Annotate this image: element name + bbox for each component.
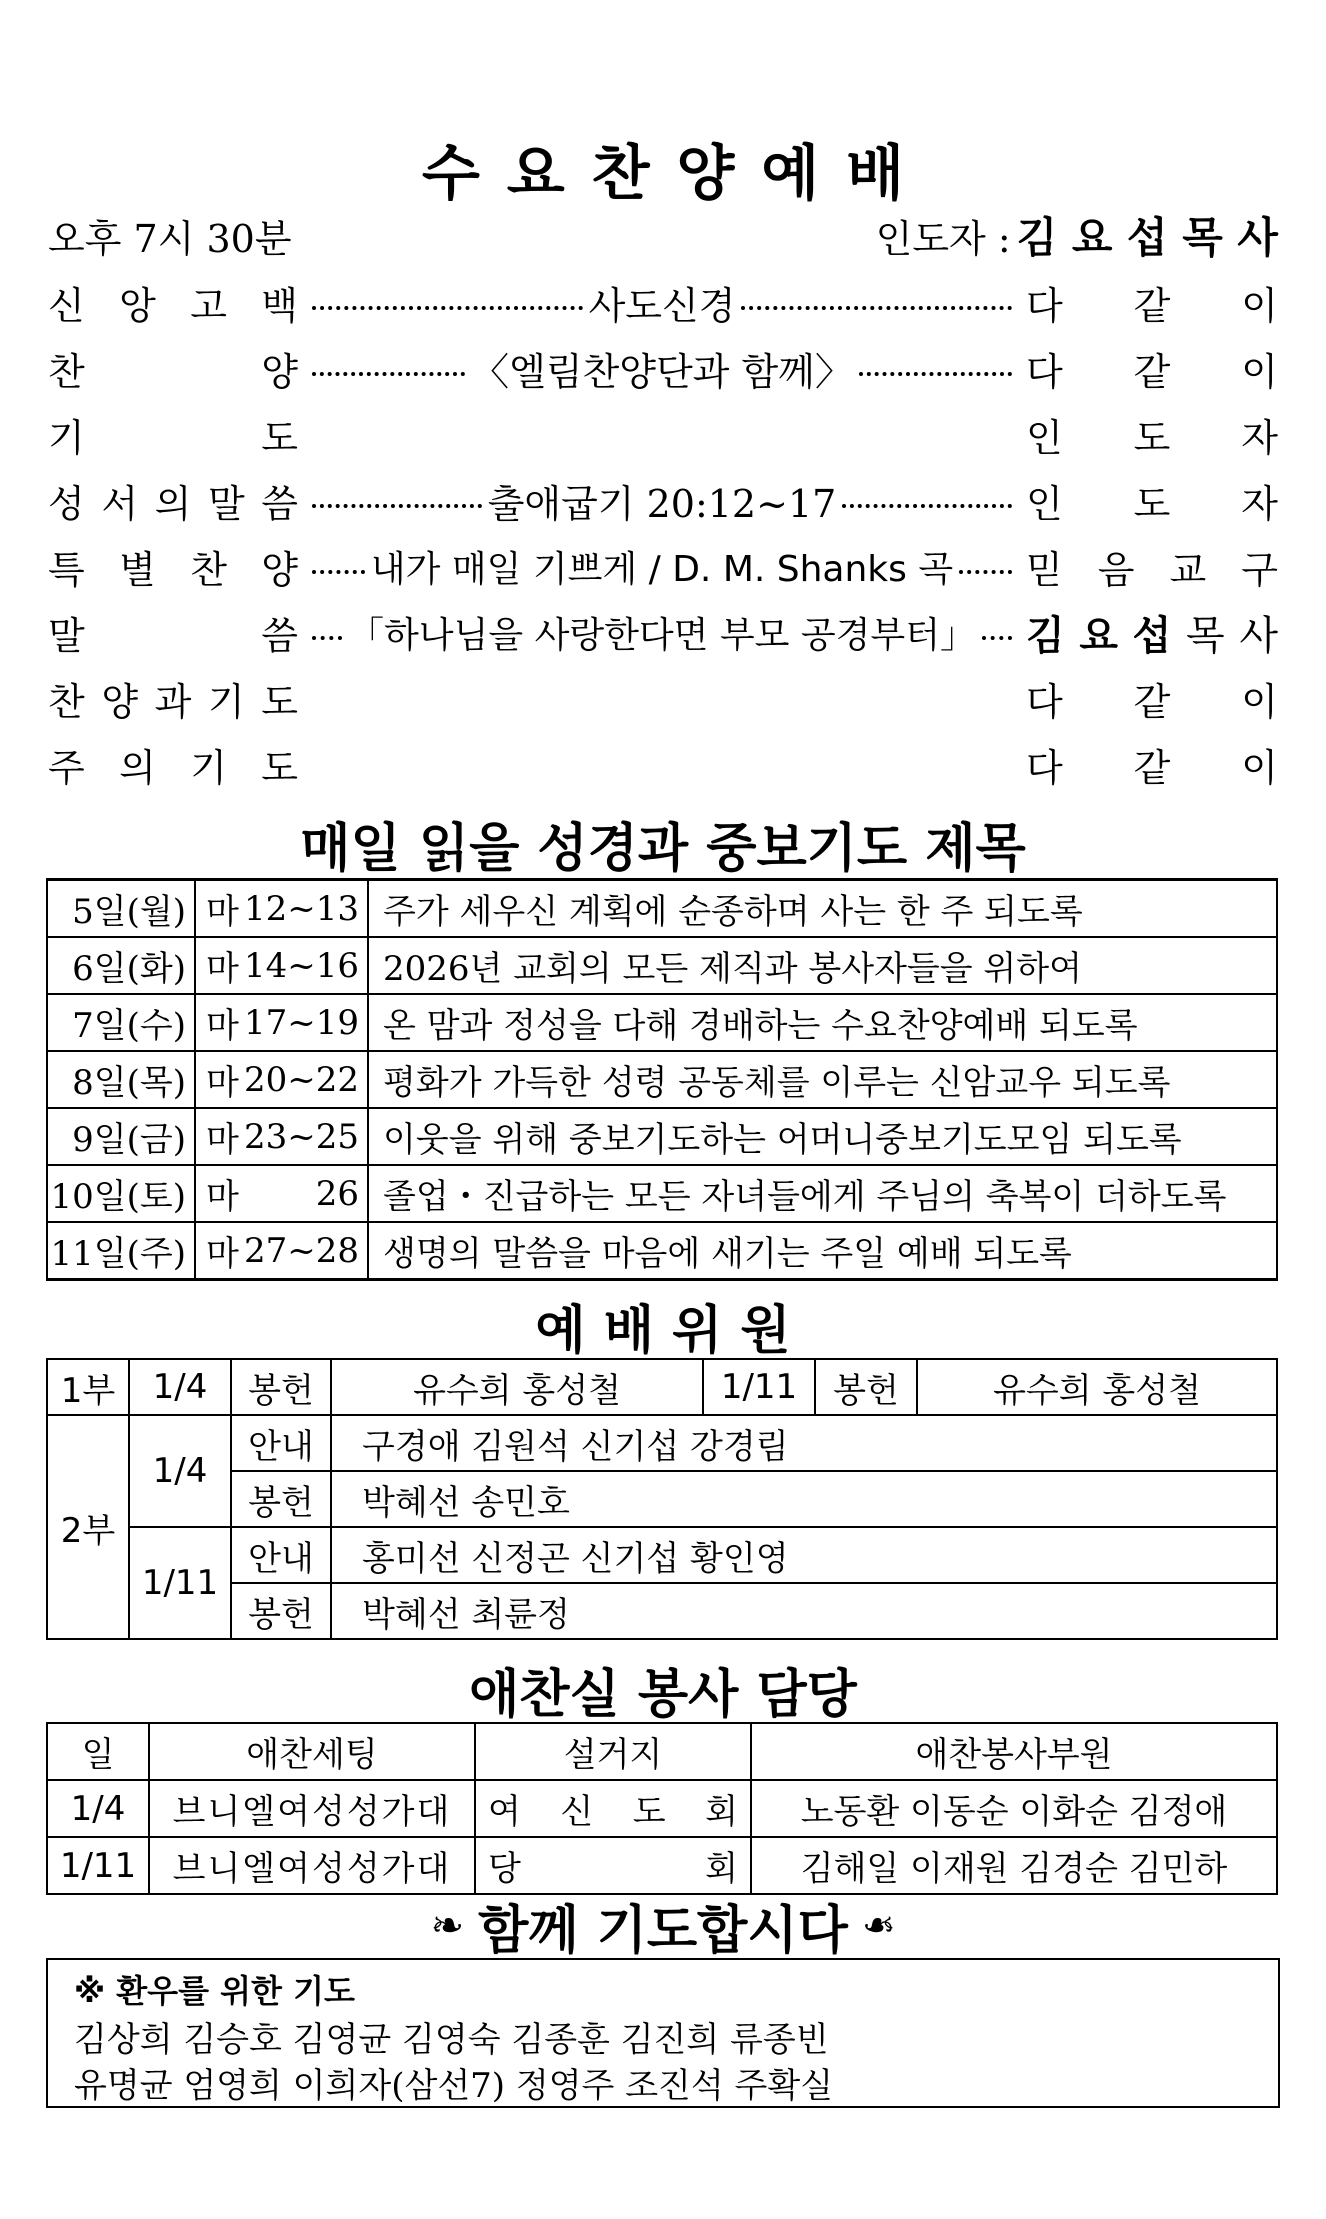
topic-cell: 온 맘과 정성을 다해 경배하는 수요찬양예배 되도록 [368,994,1277,1051]
label-char: 앙 [119,283,156,328]
label-char: 성 [48,481,85,526]
topic-cell: 졸업・진급하는 모든 자녀들에게 주님의 축복이 더하도록 [368,1165,1277,1222]
performer-char: 이 [1241,679,1278,724]
order-label [48,341,298,396]
leader-dots [312,372,465,376]
order-center-text: 「하나님을 사랑한다면 부모 공경부터」 [348,614,976,656]
ornament-right-icon: ❧ [861,1902,896,1949]
book-cell: 마 [195,1108,244,1165]
members-cell: 노동환 이동순 이화순 김정애 [751,1780,1277,1837]
performer-char: 음 [1097,547,1135,592]
leader-dots [982,636,1012,640]
label-char: 기 [48,415,85,460]
label-char: 기 [190,745,227,790]
book-cell: 마 [195,994,244,1051]
bible-reading-table [46,878,1278,1281]
label-char: 말 [48,613,85,658]
label-char: 의 [154,481,192,526]
topic-cell: 평화가 가득한 성령 공동체를 이루는 신암교우 되도록 [368,1051,1277,1108]
service-time: 오후 7시 30분 [48,216,292,261]
label-char: 신 [48,283,85,328]
setting-cell: 브니엘여성성가대 [149,1780,475,1837]
prayer-box [46,1958,1280,2108]
order-content [298,473,1026,528]
prayer-heading: ※ 환우를 위한 기도 [74,1972,355,2010]
order-row [48,404,1278,464]
table-row [47,880,1277,938]
verse-cell: 12~13 [244,880,368,938]
label-char: 찬 [190,547,227,592]
names-cell: 유수희 홍성철 [917,1359,1277,1415]
dish-char: 회 [705,1849,738,1889]
table-row [47,1583,1277,1639]
part-label: 2부 [47,1415,129,1639]
leader-dots [312,504,482,508]
order-content [298,696,1026,700]
label-char: 양 [261,349,298,394]
verse-cell: 23~25 [244,1108,368,1165]
label-char: 도 [261,415,298,460]
label-char: 씀 [261,481,298,526]
order-center-text: 출애굽기 20:12~17 [487,481,837,526]
performer-char: 같 [1133,283,1171,328]
order-performer [1026,671,1278,726]
book-cell: 마 [195,1165,244,1222]
worship-section-title: 예 배 위 원 [535,1301,791,1361]
order-performer [1026,604,1278,661]
verse-cell: 17~19 [244,994,368,1051]
dish-cell [475,1780,751,1837]
table-row [47,1165,1277,1222]
order-label [48,671,298,726]
order-row [48,470,1278,530]
order-performer [1026,473,1278,528]
order-row [48,668,1278,728]
leader [876,205,1278,265]
order-label [48,407,298,462]
performer-char: 이 [1241,745,1278,790]
order-content [298,341,1026,396]
order-center-text: 내가 매일 기쁘게 / D. M. Shanks 곡 [370,548,954,590]
order-row [48,536,1278,596]
worship-committee-table [46,1358,1278,1640]
topic-cell: 이웃을 위해 중보기도하는 어머니중보기도모임 되도록 [368,1108,1277,1165]
day-cell: 11일(주) [47,1222,195,1280]
prayer-names-line: 김상희 김승호 김영균 김영숙 김종훈 김진희 류종빈 [74,2020,829,2060]
table-row [47,1051,1277,1108]
order-content [298,607,1026,658]
date-cell: 1/11 [129,1527,231,1639]
order-performer [1026,341,1278,396]
performer-char: 사 [1239,612,1278,659]
role-cell: 안내 [231,1415,331,1471]
prayer-title: 함께 기도합시다 [478,1901,848,1961]
performer-char: 믿 [1026,547,1063,592]
order-label [48,737,298,792]
members-cell: 김해일 이재원 김경순 김민하 [751,1837,1277,1894]
verse-cell: 26 [244,1165,368,1222]
names-cell: 구경애 김원석 신기섭 강경림 [331,1415,1277,1471]
leader-dots [312,306,583,310]
label-char: 도 [261,679,298,724]
date-cell: 1/4 [129,1415,231,1527]
order-row [48,272,1278,332]
performer-char: 요 [1079,612,1118,659]
leader-dots [859,372,1012,376]
leader-dots [312,636,342,640]
order-center-text: 사도신경 [588,283,736,328]
performer-char: 자 [1241,415,1278,460]
order-center-text: 〈엘림찬양단과 함께〉 [471,349,853,394]
order-content [298,762,1026,766]
names-cell: 박혜선 송민호 [331,1471,1277,1527]
label-char: 의 [119,745,156,790]
label-char: 찬 [48,349,85,394]
topic-cell: 생명의 말씀을 마음에 새기는 주일 예배 되도록 [368,1222,1277,1280]
label-char: 기 [207,679,245,724]
leader-dots [842,504,1012,508]
label-char: 서 [101,481,139,526]
names-cell: 홍미선 신정곤 신기섭 황인영 [331,1527,1277,1583]
performer-char: 김 [1026,612,1065,659]
column-header: 애찬봉사부원 [751,1723,1277,1780]
column-header: 설거지 [475,1723,751,1780]
setting-cell: 브니엘여성성가대 [149,1837,475,1894]
label-char: 고 [190,283,227,328]
verse-cell: 14~16 [244,937,368,994]
label-char: 양 [101,679,139,724]
order-performer [1026,539,1278,594]
order-row [48,602,1278,662]
label-char: 양 [261,547,298,592]
date-cell: 1/4 [129,1359,231,1415]
label-char: 말 [207,481,245,526]
leader-name: 김 요 섭 목 사 [1016,213,1278,262]
label-char: 특 [48,547,85,592]
performer-char: 교 [1169,547,1207,592]
bible-section-title: 매일 읽을 성경과 중보기도 제목 [300,819,1026,879]
role-cell: 봉헌 [231,1471,331,1527]
role-cell: 봉헌 [231,1583,331,1639]
dish-cell [475,1837,751,1894]
performer-char: 같 [1133,349,1171,394]
performer-char: 이 [1241,349,1278,394]
date-cell: 1/11 [703,1359,815,1415]
ornament-left-icon: ❧ [430,1902,465,1949]
order-content [298,432,1026,436]
order-row [48,338,1278,398]
dish-char: 회 [705,1792,738,1832]
label-char: 주 [48,745,85,790]
order-row [48,734,1278,794]
performer-char: 섭 [1132,612,1172,659]
book-cell: 마 [195,1222,244,1280]
dish-char: 당 [488,1849,521,1889]
performer-char: 인 [1026,481,1063,526]
label-char: 씀 [261,613,298,658]
prayer-names-line: 유명균 엄영희 이희자(삼선7) 정영주 조진석 주확실 [74,2066,834,2106]
date-cell: 1/11 [47,1837,149,1894]
performer-char: 자 [1241,481,1278,526]
performer-char: 같 [1133,745,1171,790]
names-cell: 박혜선 최륜정 [331,1583,1277,1639]
service-header [48,205,1278,265]
order-performer [1026,407,1278,462]
table-row [47,1780,1277,1837]
performer-char: 목 [1185,612,1225,659]
label-char: 별 [119,547,156,592]
table-row [47,1415,1277,1471]
order-content [298,541,1026,592]
performer-char: 다 [1026,679,1063,724]
performer-char: 같 [1133,679,1171,724]
day-cell: 10일(토) [47,1165,195,1222]
part-label: 1부 [47,1359,129,1415]
performer-char: 도 [1133,481,1171,526]
verse-cell: 27~28 [244,1222,368,1280]
day-cell: 8일(목) [47,1051,195,1108]
day-cell: 9일(금) [47,1108,195,1165]
performer-char: 이 [1241,283,1278,328]
table-header-row [47,1723,1277,1780]
order-content [298,275,1026,330]
table-row [47,937,1277,994]
role-cell: 안내 [231,1527,331,1583]
column-header: 애찬세팅 [149,1723,475,1780]
prayer-section-title [0,1888,1326,1963]
column-header: 일 [47,1723,149,1780]
table-row [47,1108,1277,1165]
day-cell: 5일(월) [47,880,195,938]
order-label [48,539,298,594]
aechan-section-title: 애찬실 봉사 담당 [469,1665,857,1725]
book-cell: 마 [195,1051,244,1108]
topic-cell: 주가 세우신 계획에 순종하며 사는 한 주 되도록 [368,880,1277,938]
performer-char: 구 [1241,547,1278,592]
topic-cell: 2026년 교회의 모든 제직과 봉사자들을 위하여 [368,937,1277,994]
leader-dots [959,570,1012,574]
performer-char: 다 [1026,745,1063,790]
role-cell: 봉헌 [815,1359,917,1415]
table-row [47,1359,1277,1415]
table-row [47,994,1277,1051]
day-cell: 6일(화) [47,937,195,994]
role-cell: 봉헌 [231,1359,331,1415]
day-cell: 7일(수) [47,994,195,1051]
order-label [48,275,298,330]
page-title: 수 요 찬 양 예 배 [421,139,905,209]
leader-dots [312,570,365,574]
leader-label: 인도자 : [875,216,1011,261]
dish-char: 도 [632,1792,666,1832]
table-row [47,1471,1277,1527]
order-label [48,605,298,660]
label-char: 과 [154,679,192,724]
performer-char: 다 [1026,349,1063,394]
table-row [47,1527,1277,1583]
dish-char: 신 [560,1792,594,1832]
label-char: 백 [261,283,298,328]
performer-char: 다 [1026,283,1063,328]
book-cell: 마 [195,880,244,938]
aechan-table [46,1722,1278,1895]
label-char: 도 [261,745,298,790]
leader-dots [741,306,1012,310]
order-label [48,473,298,528]
names-cell: 유수희 홍성철 [331,1359,703,1415]
order-performer [1026,737,1278,792]
order-performer [1026,275,1278,330]
performer-char: 인 [1026,415,1063,460]
label-char: 찬 [48,679,85,724]
table-row [47,1837,1277,1894]
performer-char: 도 [1133,415,1171,460]
book-cell: 마 [195,937,244,994]
dish-char: 여 [488,1792,521,1832]
verse-cell: 20~22 [244,1051,368,1108]
table-row [47,1222,1277,1280]
date-cell: 1/4 [47,1780,149,1837]
